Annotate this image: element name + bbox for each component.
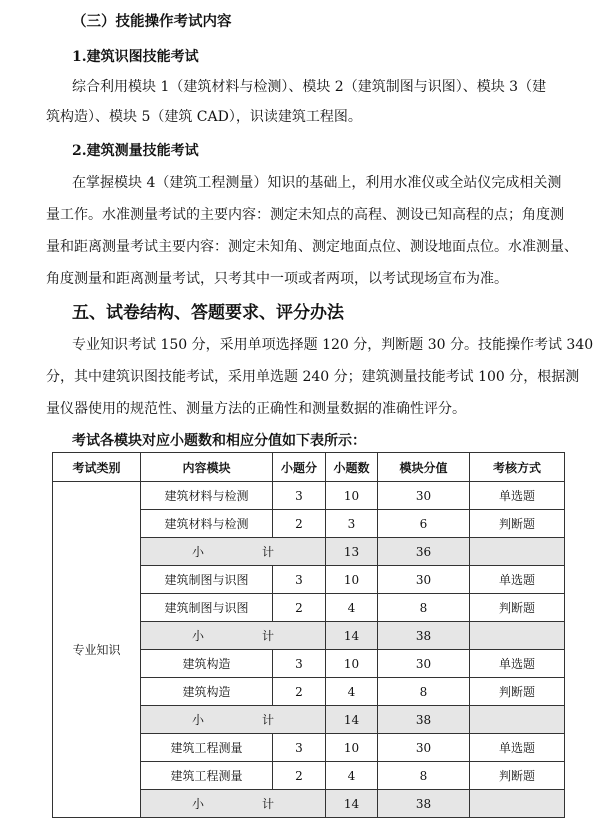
score-cell: 36 xyxy=(378,538,470,566)
score-cell: 8 xyxy=(378,594,470,622)
subtotal-label-char: 计 xyxy=(262,713,275,727)
points-cell: 2 xyxy=(273,510,326,538)
score-cell: 8 xyxy=(378,678,470,706)
method-cell: 判断题 xyxy=(470,762,565,790)
subtotal-label-char: 计 xyxy=(262,545,275,559)
section-heading-skill-content: （三）技能操作考试内容 xyxy=(72,13,232,30)
method-cell: 单选题 xyxy=(470,734,565,762)
table-header-row xyxy=(53,453,565,482)
count-cell: 14 xyxy=(326,622,378,650)
module-cell: 建筑工程测量 xyxy=(141,762,273,790)
count-cell: 4 xyxy=(326,594,378,622)
paragraph-line: 专业知识考试 150 分，采用单项选择题 120 分，判断题 30 分。技能操作考试 340 xyxy=(72,337,594,353)
score-cell: 38 xyxy=(378,706,470,734)
header-points: 小题分 xyxy=(273,453,326,482)
count-cell: 4 xyxy=(326,678,378,706)
paragraph-line: 综合利用模块 1（建筑材料与检测）、模块 2（建筑制图与识图）、模块 3（建 xyxy=(72,79,547,95)
header-count: 小题数 xyxy=(326,453,378,482)
module-cell: 建筑材料与检测 xyxy=(141,482,273,510)
points-cell: 2 xyxy=(273,594,326,622)
method-cell: 判断题 xyxy=(470,594,565,622)
module-cell: 建筑制图与识图 xyxy=(141,594,273,622)
subtotal-label xyxy=(141,790,326,818)
header-category: 考试类别 xyxy=(53,453,141,482)
paragraph-line: 量工作。水准测量考试的主要内容：测定未知点的高程、测设已知高程的点；角度测 xyxy=(46,207,564,223)
module-cell: 建筑制图与识图 xyxy=(141,566,273,594)
header-method: 考核方式 xyxy=(470,453,565,482)
points-cell: 2 xyxy=(273,762,326,790)
subtotal-label-char: 小 xyxy=(191,797,204,811)
points-cell: 3 xyxy=(273,482,326,510)
score-cell: 38 xyxy=(378,790,470,818)
subtotal-label xyxy=(141,622,326,650)
score-table xyxy=(52,452,565,818)
paragraph-line: 量和距离测量考试主要内容：测定未知角、测定地面点位、测设地面点位。水准测量、 xyxy=(46,239,578,255)
count-cell: 4 xyxy=(326,762,378,790)
points-cell: 3 xyxy=(273,650,326,678)
score-cell: 38 xyxy=(378,622,470,650)
points-cell: 3 xyxy=(273,734,326,762)
paragraph-line: 量仪器使用的规范性、测量方法的正确性和测量数据的准确性评分。 xyxy=(46,401,466,417)
paragraph-line: 在掌握模块 4（建筑工程测量）知识的基础上，利用水准仪或全站仪完成相关测 xyxy=(72,175,562,191)
count-cell: 13 xyxy=(326,538,378,566)
method-cell: 判断题 xyxy=(470,678,565,706)
table-caption: 考试各模块对应小题数和相应分值如下表所示： xyxy=(72,433,366,449)
subtotal-label xyxy=(141,538,326,566)
method-cell: 单选题 xyxy=(470,566,565,594)
count-cell: 10 xyxy=(326,482,378,510)
subtotal-label-char: 小 xyxy=(191,629,204,643)
subheading-survey-skill: 2.建筑测量技能考试 xyxy=(72,143,199,159)
method-cell-empty xyxy=(470,538,565,566)
count-cell: 10 xyxy=(326,650,378,678)
subtotal-label-char: 小 xyxy=(191,713,204,727)
section-heading-paper-structure: 五、试卷结构、答题要求、评分办法 xyxy=(72,303,344,323)
subheading-drawing-skill: 1.建筑识图技能考试 xyxy=(72,49,199,65)
score-cell: 30 xyxy=(378,566,470,594)
count-cell: 3 xyxy=(326,510,378,538)
paragraph-line: 筑构造）、模块 5（建筑 CAD），识读建筑工程图。 xyxy=(46,109,362,125)
method-cell-empty xyxy=(470,706,565,734)
paragraph-line: 角度测量和距离测量考试，只考其中一项或者两项，以考试现场宣布为准。 xyxy=(46,271,508,287)
count-cell: 14 xyxy=(326,790,378,818)
subtotal-label xyxy=(141,706,326,734)
score-cell: 6 xyxy=(378,510,470,538)
subtotal-label-char: 计 xyxy=(262,629,275,643)
method-cell: 判断题 xyxy=(470,510,565,538)
method-cell-empty xyxy=(470,790,565,818)
count-cell: 14 xyxy=(326,706,378,734)
count-cell: 10 xyxy=(326,734,378,762)
module-cell: 建筑构造 xyxy=(141,678,273,706)
module-cell: 建筑材料与检测 xyxy=(141,510,273,538)
method-cell-empty xyxy=(470,622,565,650)
module-cell: 建筑构造 xyxy=(141,650,273,678)
header-score: 模块分值 xyxy=(378,453,470,482)
score-cell: 8 xyxy=(378,762,470,790)
points-cell: 2 xyxy=(273,678,326,706)
paragraph-line: 分，其中建筑识图技能考试，采用单选题 240 分；建筑测量技能考试 100 分，根据测 xyxy=(46,369,580,385)
header-module: 内容模块 xyxy=(141,453,273,482)
count-cell: 10 xyxy=(326,566,378,594)
module-cell: 建筑工程测量 xyxy=(141,734,273,762)
score-cell: 30 xyxy=(378,734,470,762)
method-cell: 单选题 xyxy=(470,482,565,510)
subtotal-label-char: 计 xyxy=(262,797,275,811)
method-cell: 单选题 xyxy=(470,650,565,678)
category-cell: 专业知识 xyxy=(53,482,141,818)
score-cell: 30 xyxy=(378,482,470,510)
points-cell: 3 xyxy=(273,566,326,594)
subtotal-label-char: 小 xyxy=(191,545,204,559)
table-row xyxy=(53,482,565,510)
score-cell: 30 xyxy=(378,650,470,678)
